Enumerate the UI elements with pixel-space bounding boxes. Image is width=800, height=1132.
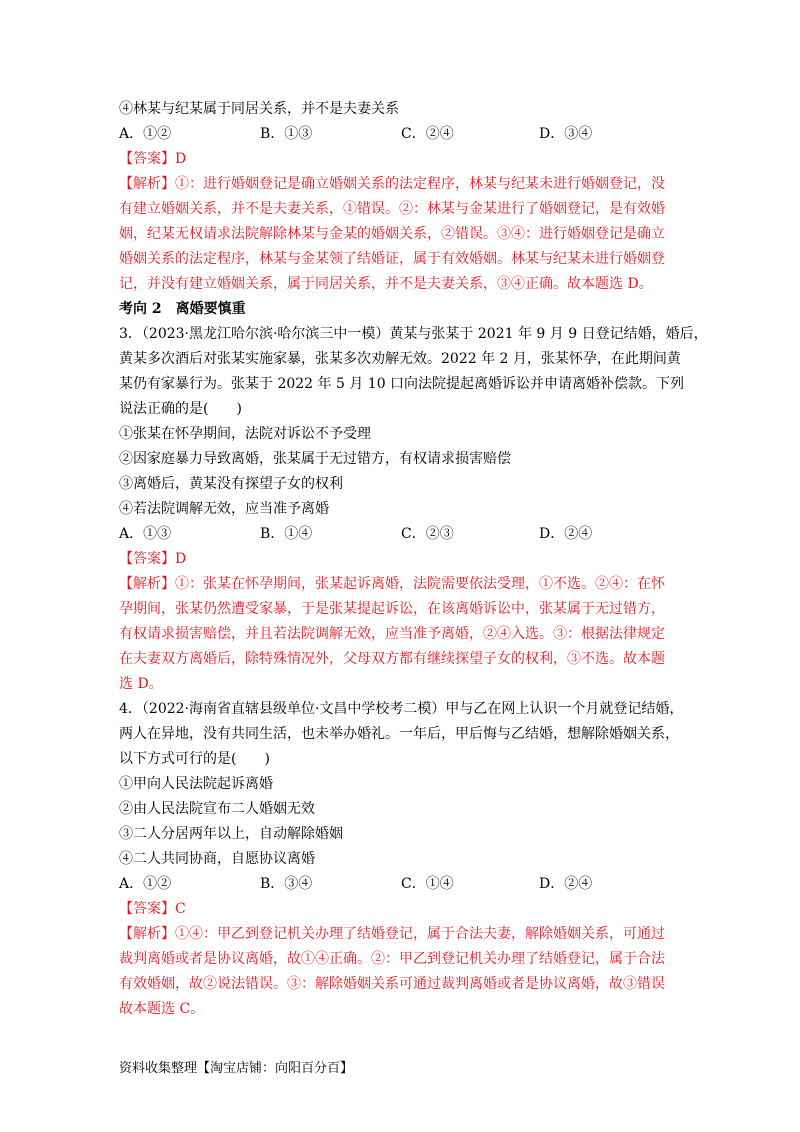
q3-analysis-line: 有权请求损害赔偿，并且若法院调解无效，应当准予离婚，②④入选。③：根据法律规定 [119,626,665,642]
q4-analysis-line: 【解析】①④：甲乙到登记机关办理了结婚登记，属于合法夫妻，解除婚姻关系，可通过 [119,926,665,942]
q4-option-b: B．③④ [260,876,313,892]
q4-stem-line: 以下方式可行的是( ) [119,751,270,767]
q3-analysis-line: 在夫妻双方离婚后，除特殊情况外，父母双方都有继续探望子女的权利，③不选。故本题 [119,651,665,667]
q3-statement: ③离婚后，黄某没有探望子女的权利 [119,476,343,492]
q4-analysis-line: 有效婚姻，故②说法错误。③：解除婚姻关系可通过裁判离婚或者是协议离婚，故③错误 [119,976,665,992]
q2-options [119,124,699,144]
section-heading: 考向 2 离婚要慎重 [119,301,246,317]
q4-analysis-line: 裁判离婚或者是协议离婚，故①④正确。②：甲乙到登记机关办理了结婚登记，属于合法 [119,951,665,967]
q2-analysis-line: 姻，纪某无权请求法院解除林某与金某的婚姻关系，②错误。③④：进行婚姻登记是确立 [119,226,665,242]
q4-option-d: D．②④ [539,876,593,892]
q4-analysis-line: 故本题选 C。 [119,1001,205,1017]
q2-answer: 【答案】D [119,151,187,167]
q3-analysis-line: 选 D。 [119,676,163,692]
q2-option-d: D．③④ [539,126,593,142]
q3-statement: ②因家庭暴力导致离婚，张某属于无过错方，有权请求损害赔偿 [119,451,511,467]
q3-statement: ①张某在怀孕期间，法院对诉讼不予受理 [119,426,371,442]
q3-option-b: B．①④ [260,526,313,542]
q4-option-a: A．①② [119,876,172,892]
q3-stem-line: 3．（2023·黑龙江哈尔滨·哈尔滨三中一模）黄某与张某于 2021 年 9 月 9 日登记结婚，婚后， [119,326,708,342]
q4-options [119,874,699,894]
q3-option-d: D．②④ [539,526,593,542]
q4-option-c: C．①④ [401,876,454,892]
q2-statement-4: ④林某与纪某属于同居关系，并不是夫妻关系 [119,101,399,117]
q2-analysis-line: 婚姻关系的法定程序，林某与金某领了结婚证，属于有效婚姻。林某与纪某未进行婚姻登 [119,251,665,267]
q2-analysis-line: 记，并没有建立婚姻关系，属于同居关系，并不是夫妻关系，③④正确。故本题选 D。 [119,276,653,292]
q3-statement: ④若法院调解无效，应当准予离婚 [119,501,329,517]
q4-statement: ③二人分居两年以上，自动解除婚姻 [119,826,343,842]
q2-option-c: C．②④ [401,126,454,142]
q4-statement: ①甲向人民法院起诉离婚 [119,776,273,792]
q4-stem-line: 4．（2022·海南省直辖县级单位·文昌中学校考二模）甲与乙在网上认识一个月就登记结婚， [119,701,684,717]
q3-answer: 【答案】D [119,551,187,567]
q3-stem-line: 某仍有家暴行为。张某于 2022 年 5 月 10 口向法院提起离婚诉讼并申请离婚补偿款。下列 [119,376,685,392]
q3-options [119,524,699,544]
q4-statement: ②由人民法院宣布二人婚姻无效 [119,801,315,817]
q4-stem-line: 两人在异地，没有共同生活，也未举办婚礼。一年后，甲后悔与乙结婚，想解除婚姻关系， [119,726,679,742]
q2-option-a: A．①② [119,126,172,142]
q2-option-b: B．①③ [260,126,313,142]
q2-analysis-line: 【解析】①：进行婚姻登记是确立婚姻关系的法定程序，林某与纪某未进行婚姻登记，没 [119,176,665,192]
q4-statement: ④二人共同协商，自愿协议离婚 [119,851,315,867]
q3-stem-line: 说法正确的是( ) [119,401,242,417]
q3-analysis-line: 【解析】①：张某在怀孕期间，张某起诉离婚，法院需要依法受理，①不选。②④：在怀 [119,576,665,592]
q4-answer: 【答案】C [119,901,186,917]
footer-text: 资料收集整理【淘宝店铺：向阳百分百】 [119,1061,354,1076]
q3-option-a: A．①③ [119,526,172,542]
q2-analysis-line: 有建立婚姻关系，并不是夫妻关系，①错误。②：林某与金某进行了婚姻登记，是有效婚 [119,201,665,217]
q3-option-c: C．②③ [401,526,454,542]
q3-analysis-line: 孕期间，张某仍然遭受家暴，于是张某提起诉讼，在该离婚诉讼中，张某属于无过错方， [119,601,665,617]
q3-stem-line: 黄某多次酒后对张某实施家暴，张某多次劝解无效。2022 年 2 月，张某怀孕，在此期间黄 [119,351,681,367]
